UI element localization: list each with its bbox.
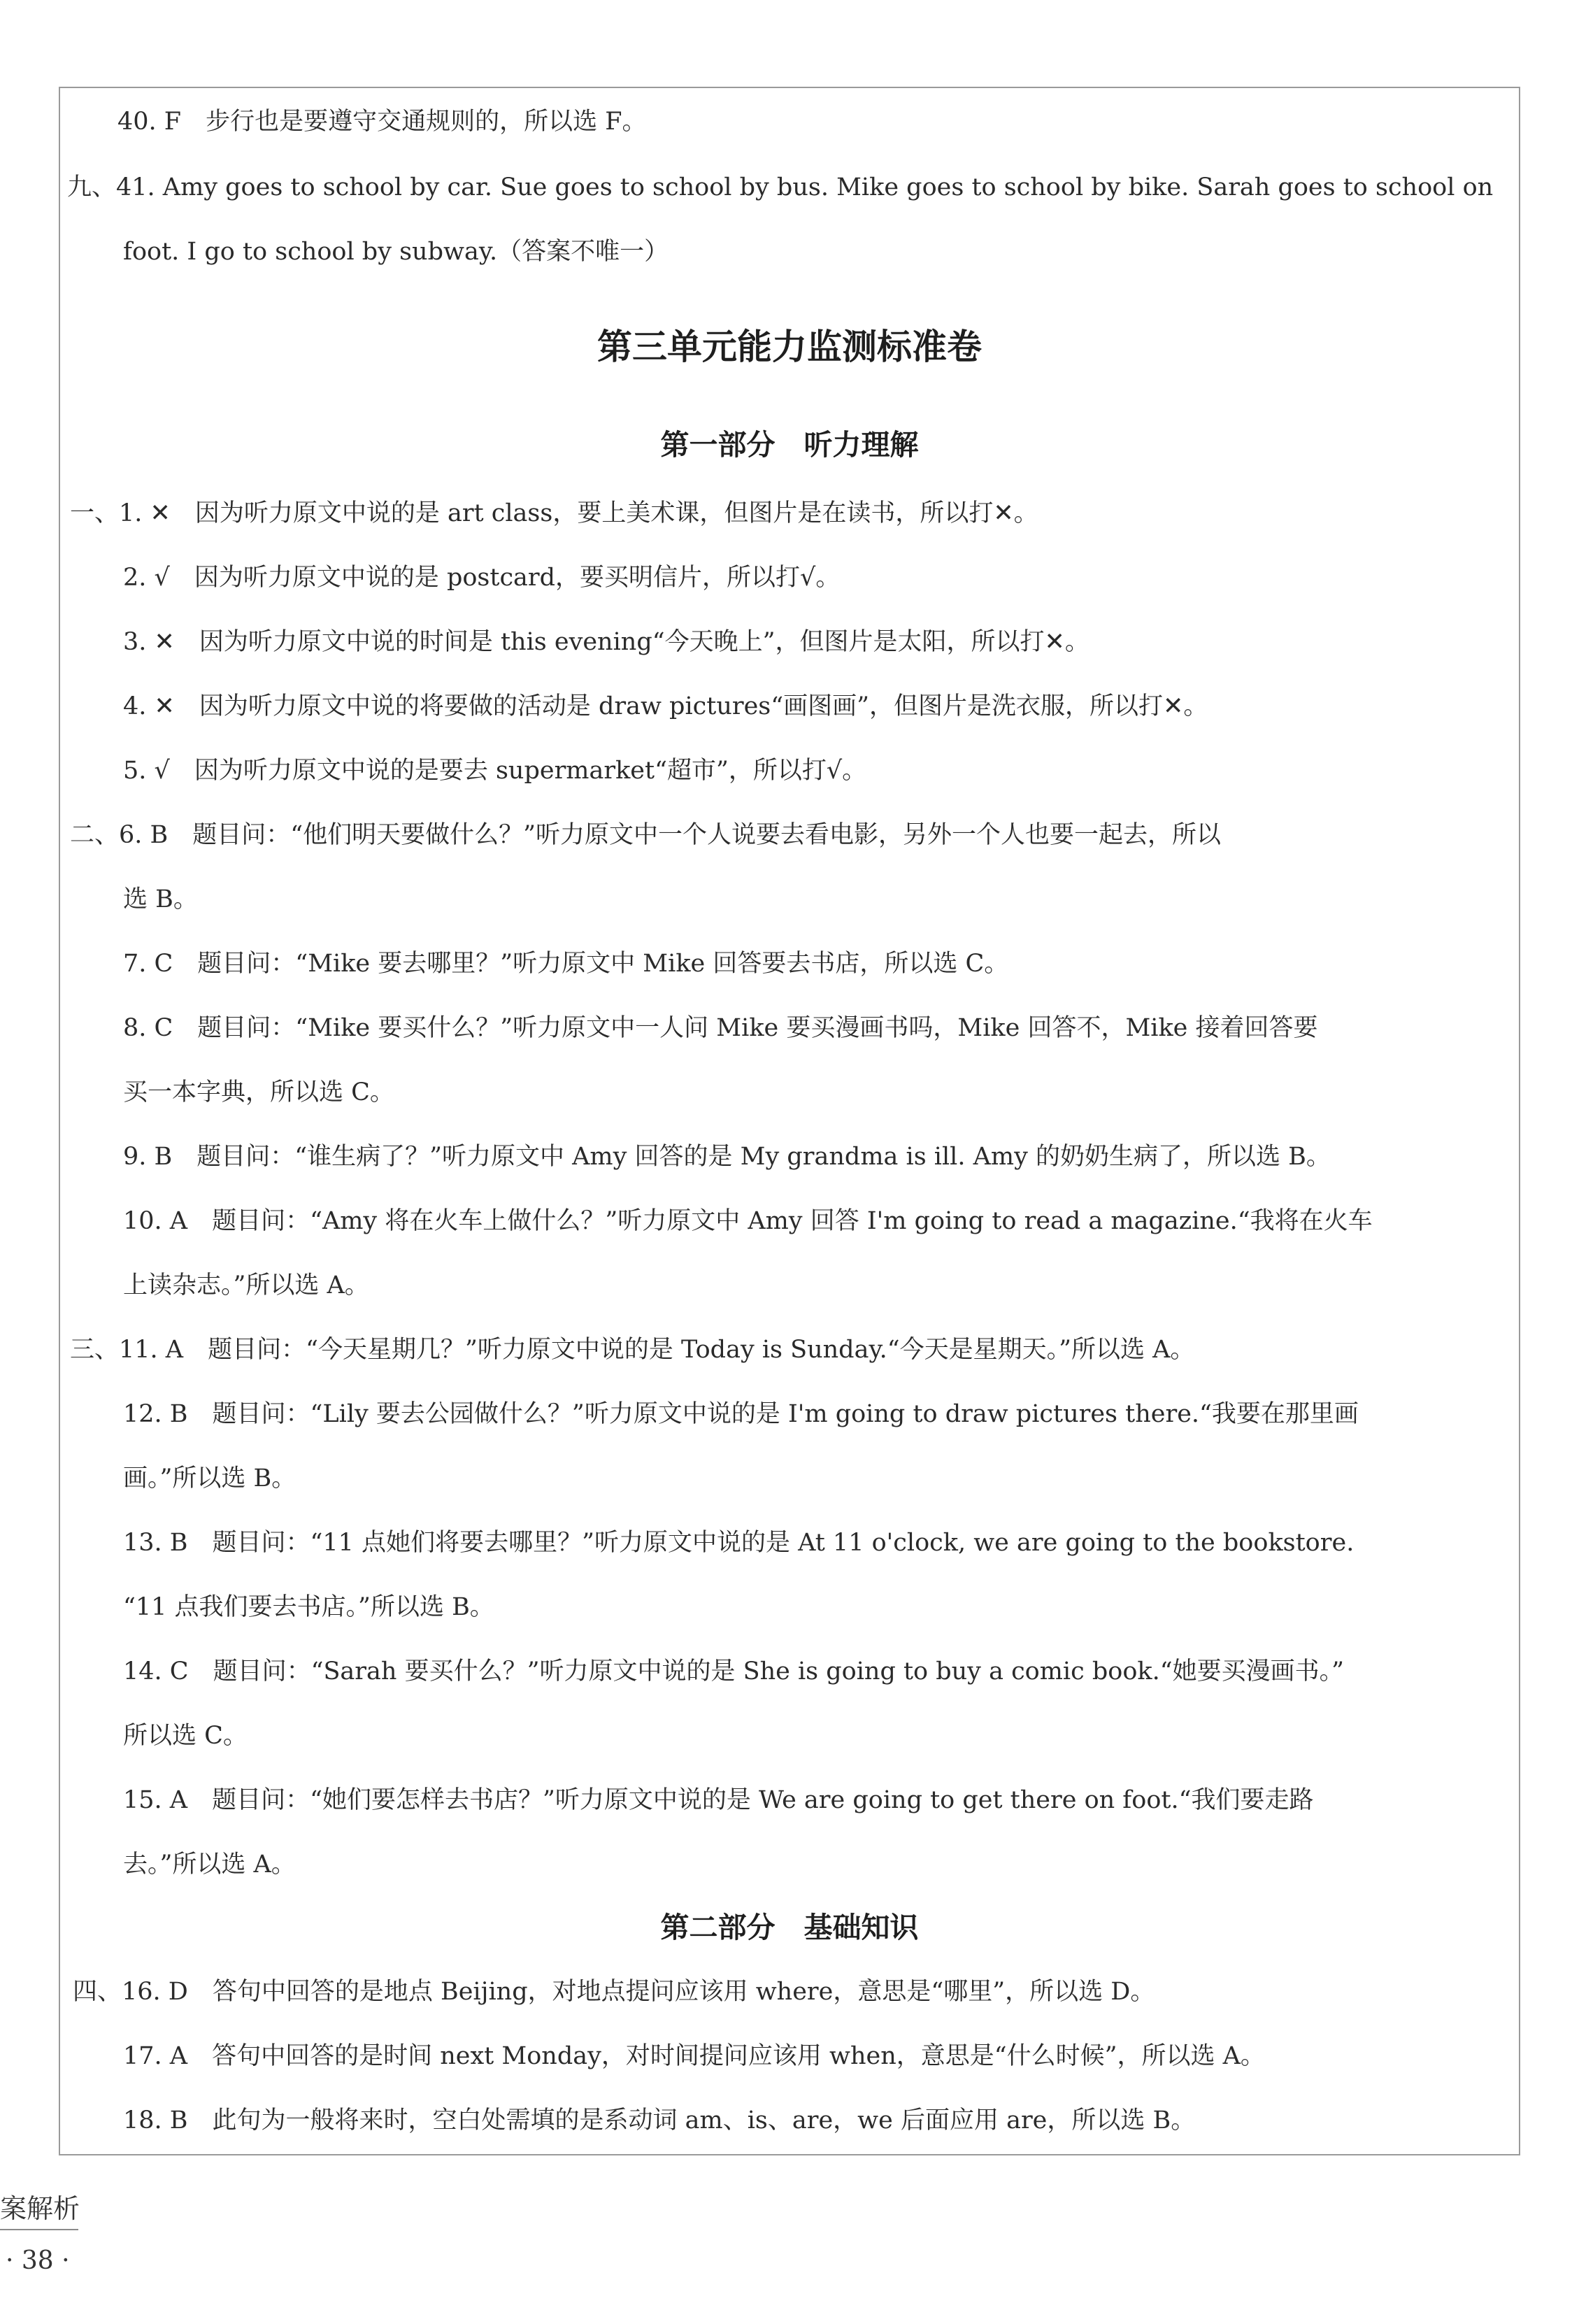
section-heading: 第一部分 听力理解 — [660, 428, 919, 462]
answer-line: 所以选 C。 — [123, 1722, 248, 1750]
answer-line: 15. A 题目问：“她们要怎样去书店？”听力原文中说的是 We are going to get there on foot.“我们要走路 — [123, 1786, 1314, 1814]
answer-line: 9. B 题目问：“谁生病了？”听力原文中 Amy 回答的是 My grandma is ill. Amy 的奶奶生病了，所以选 B。 — [123, 1143, 1331, 1171]
answer-line: 四、16. D 答句中回答的是地点 Beijing，对地点提问应该用 where，意思是“哪里”，所以选 D。 — [73, 1978, 1155, 2006]
page-number: · 38 · — [6, 2246, 70, 2275]
answer-line: 三、11. A 题目问：“今天星期几？”听力原文中说的是 Today is Sunday.“今天是星期天。”所以选 A。 — [70, 1336, 1195, 1364]
answer-line: 3. ✕ 因为听力原文中说的时间是 this evening“今天晚上”，但图片是太阳，所以打✕。 — [123, 628, 1089, 656]
answer-line: 5. √ 因为听力原文中说的是要去 supermarket“超市”，所以打√。 — [123, 757, 867, 785]
footer-divider — [0, 2229, 78, 2230]
answer-line: 去。”所以选 A。 — [123, 1851, 296, 1879]
answer-line: 二、6. B 题目问：“他们明天要做什么？”听力原文中一个人说要去看电影，另外一个人也要一起去，所以 — [70, 821, 1222, 849]
answer-line: 一、1. ✕ 因为听力原文中说的是 art class，要上美术课，但图片是在读书，所以打✕。 — [70, 499, 1038, 527]
page-title: 第三单元能力监测标准卷 — [597, 327, 982, 367]
answer-line: 10. A 题目问：“Amy 将在火车上做什么？”听力原文中 Amy 回答 I'm going to read a magazine.“我将在火车 — [123, 1207, 1373, 1235]
answer-line: 18. B 此句为一般将来时，空白处需填的是系动词 am、is、are，we 后面应用 are，所以选 B。 — [123, 2106, 1196, 2134]
answer-line: “11 点我们要去书店。”所以选 B。 — [123, 1593, 494, 1621]
answer-line: 12. B 题目问：“Lily 要去公园做什么？”听力原文中说的是 I'm going to draw pictures there.“我要在那里画 — [123, 1400, 1359, 1428]
section-heading: 第二部分 基础知识 — [660, 1911, 919, 1944]
answer-line: foot. I go to school by subway.（答案不唯一） — [123, 238, 669, 266]
answer-line: 13. B 题目问：“11 点她们将要去哪里？”听力原文中说的是 At 11 o'clock, we are going to the bookstore. — [123, 1529, 1355, 1557]
answer-line: 买一本字典，所以选 C。 — [123, 1078, 394, 1106]
answer-line: 14. C 题目问：“Sarah 要买什么？”听力原文中说的是 She is going to buy a comic book.“她要买漫画书。” — [123, 1658, 1345, 1685]
answer-line: 2. √ 因为听力原文中说的是 postcard，要买明信片，所以打√。 — [123, 564, 841, 592]
answer-line: 4. ✕ 因为听力原文中说的将要做的活动是 draw pictures“画图画”，但图片是洗衣服，所以打✕。 — [123, 692, 1208, 720]
answer-line: 40. F 步行也是要遵守交通规则的，所以选 F。 — [117, 108, 647, 136]
content-frame — [59, 87, 1520, 2155]
answer-line: 画。”所以选 B。 — [123, 1464, 296, 1492]
answer-line: 上读杂志。”所以选 A。 — [123, 1271, 369, 1299]
answer-line: 7. C 题目问：“Mike 要去哪里？”听力原文中 Mike 回答要去书店，所以选 C。 — [123, 950, 1009, 978]
answer-line: 九、41. Amy goes to school by car. Sue goes to school by bus. Mike goes to school by bike. Sarah goes to school on — [67, 173, 1494, 201]
answer-line: 8. C 题目问：“Mike 要买什么？”听力原文中一人问 Mike 要买漫画书吗，Mike 回答不，Mike 接着回答要 — [123, 1014, 1318, 1042]
answer-line: 选 B。 — [123, 885, 198, 913]
footer-label: 案解析 — [0, 2193, 80, 2224]
answer-line: 17. A 答句中回答的是时间 next Monday，对时间提问应该用 when，意思是“什么时候”，所以选 A。 — [123, 2042, 1265, 2070]
